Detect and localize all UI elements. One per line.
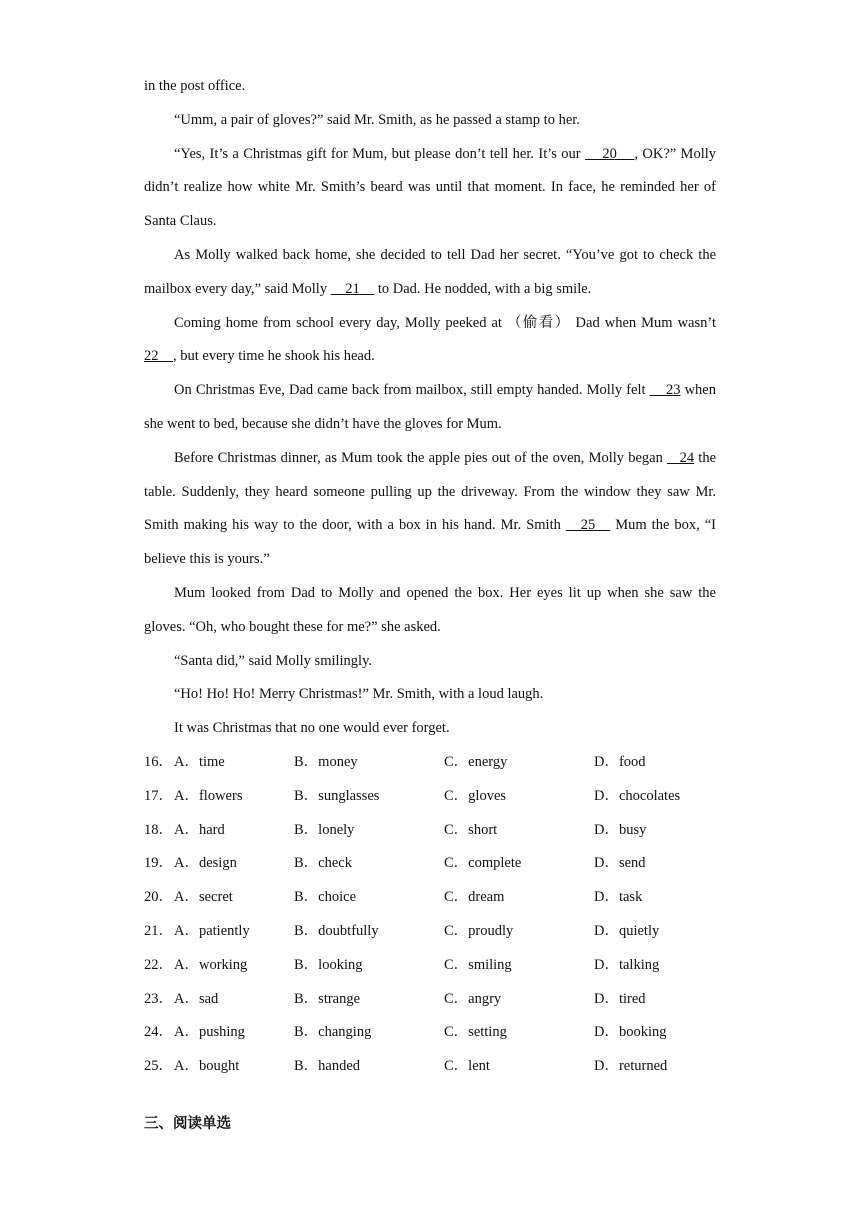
option-d: D．tired [594,990,646,1007]
question-number: 19． [144,855,173,872]
blank-20: 20 [584,145,635,162]
paragraph [144,239,716,307]
option-c: C．complete [444,855,522,872]
question-number: 16． [144,753,173,770]
question-row-24 [144,1016,716,1050]
text: Mum the box, “I believe this is yours.” [144,517,717,568]
option-a: A．time [174,753,225,770]
option-b: B．check [294,855,352,872]
question-number: 23． [144,990,173,1007]
option-b: B．looking [294,956,363,973]
question-row-21 [144,915,716,949]
question-row-25 [144,1050,716,1084]
text: , but every time he shook his head. [173,348,375,365]
question-number: 17． [144,787,173,804]
paragraph: It was Christmas that no one would ever forget. [174,720,450,737]
text: Before Christmas dinner, as Mum took the apple pies out of the oven, Molly began [174,449,668,466]
option-d: D．task [594,889,643,906]
option-a: A．pushing [174,1024,245,1041]
option-c: C．short [444,821,498,838]
option-a: A．sad [174,990,219,1007]
option-c: C．gloves [444,787,507,804]
question-number: 25． [144,1058,173,1075]
blank-23: 23 [649,382,681,399]
option-a: A．design [174,855,237,872]
question-number: 24． [144,1024,173,1041]
option-c: C．dream [444,889,505,906]
paragraph: Mum looked from Dad to Molly and opened the box. Her eyes lit up when she saw the gloves. “Oh, who bought these for me?” she asked. [144,584,716,635]
question-row-23 [144,983,716,1017]
option-a: A．secret [174,889,233,906]
question-number: 21． [144,922,173,939]
option-c: C．proudly [444,922,514,939]
option-b: B．money [294,753,358,770]
section-heading: 三、阅读单选 [144,1116,231,1132]
text: the table. Suddenly, they heard someone pulling up the driveway. From the window they saw Mr. Smith making his way to the door, with a box in his hand. Mr. Smith [144,449,717,534]
text: “Yes, It’s a Christmas gift for Mum, but please don’t tell her. It’s our [174,145,585,162]
paragraph [144,442,716,577]
text: Coming home from school every day, Molly peeked at （偷看） Dad when Mum wasn’t [174,314,716,331]
question-options [144,746,716,1084]
option-b: B．sunglasses [294,787,380,804]
option-a: A．hard [174,821,225,838]
question-row-17 [144,780,716,814]
question-number: 20． [144,889,173,906]
blank-25: 25 [565,517,611,534]
option-c: C．setting [444,1024,507,1041]
question-row-18 [144,814,716,848]
question-row-20 [144,881,716,915]
paragraph: “Umm, a pair of gloves?” said Mr. Smith, as he passed a stamp to her. [174,111,580,128]
blank-24: 24 [667,449,695,466]
paragraph [144,374,716,442]
paragraph [144,138,716,239]
question-row-19 [144,847,716,881]
question-row-16 [144,746,716,780]
option-a: A．bought [174,1058,240,1075]
option-b: B．choice [294,889,357,906]
text: to Dad. He nodded, with a big smile. [374,280,592,297]
paragraph: in the post office. [144,78,246,94]
option-c: C．angry [444,990,502,1007]
option-b: B．handed [294,1058,361,1075]
blank-21: 21 [330,280,375,297]
option-b: B．doubtfully [294,922,379,939]
option-d: D．booking [594,1024,667,1041]
text: As Molly walked back home, she decided to tell Dad her secret. “You’ve got to check the mailbox every day,” said Molly [144,246,716,297]
option-d: D．chocolates [594,787,681,804]
option-b: B．strange [294,990,361,1007]
option-a: A．patiently [174,922,250,939]
text: when she went to bed, because she didn’t have the gloves for Mum. [144,382,716,432]
option-a: A．working [174,956,248,973]
text: , OK?” Molly didn’t realize how white Mr. Smith’s beard was until that moment. In face, he reminded her of Santa Claus. [144,145,717,230]
option-a: A．flowers [174,787,243,804]
text: On Christmas Eve, Dad came back from mailbox, still empty handed. Molly felt [174,382,650,399]
option-d: D．quietly [594,922,660,939]
option-d: D．busy [594,821,647,838]
paragraph [144,307,716,375]
option-b: B．lonely [294,821,355,838]
question-number: 18． [144,821,173,838]
question-number: 22． [144,956,173,973]
option-c: C．lent [444,1058,490,1075]
option-d: D．food [594,753,646,770]
option-d: D．returned [594,1058,668,1075]
passage [144,70,716,1084]
option-b: B．changing [294,1024,372,1041]
paragraph: “Ho! Ho! Ho! Merry Christmas!” Mr. Smith, with a loud laugh. [174,686,544,703]
paragraph: “Santa did,” said Molly smilingly. [174,652,373,669]
option-d: D．talking [594,956,660,973]
option-d: D．send [594,855,646,872]
question-row-22 [144,949,716,983]
blank-22: 22 [144,348,173,365]
option-c: C．smiling [444,956,512,973]
option-c: C．energy [444,753,508,770]
